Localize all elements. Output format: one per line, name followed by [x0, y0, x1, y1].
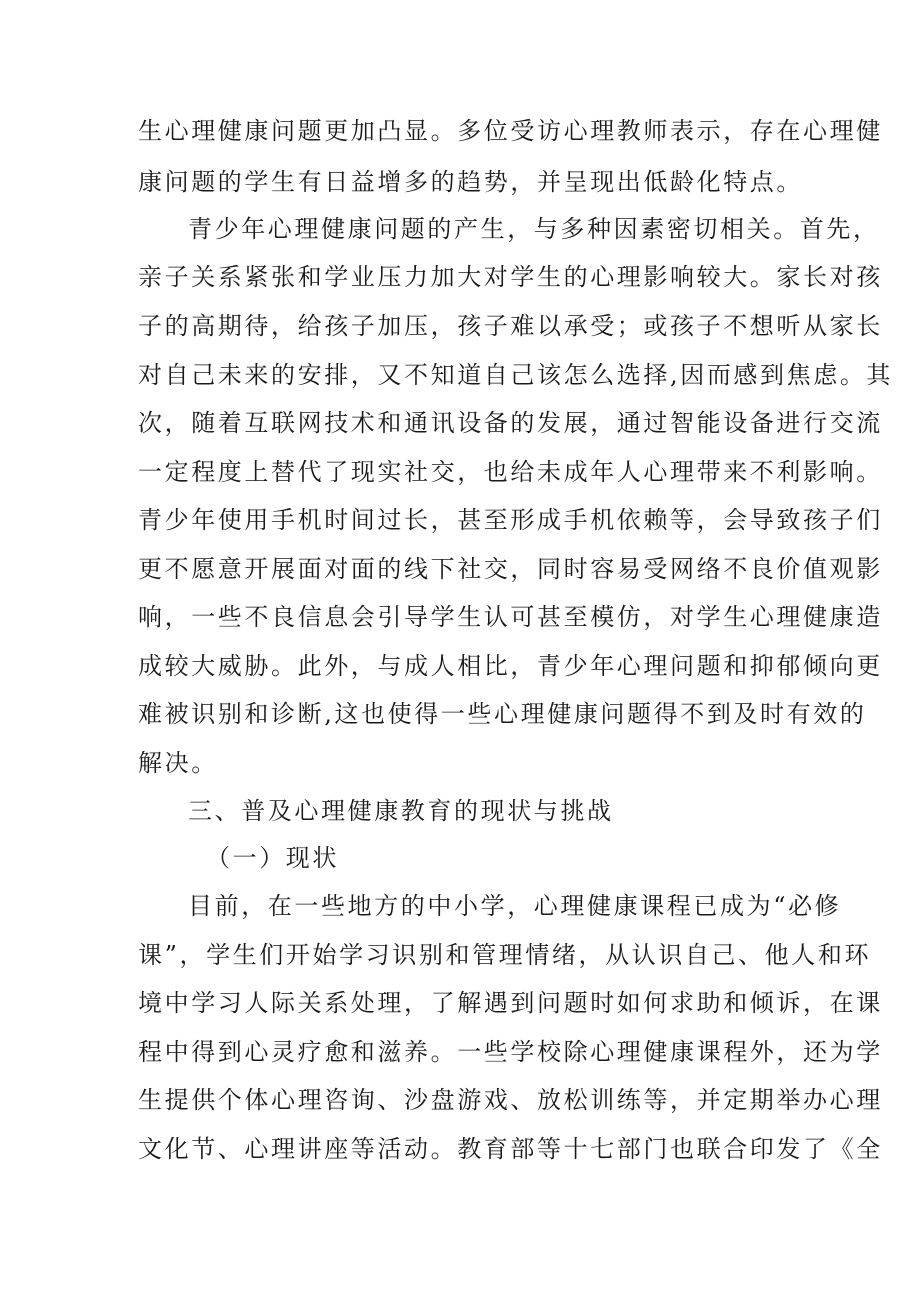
paragraph-3-line-3: 境中学习人际关系处理，了解遇到问题时如何求助和倾诉，在课	[138, 989, 883, 1017]
paragraph-2-line-12: 解决。	[138, 749, 218, 777]
subsection-heading: （一）现状	[206, 844, 339, 872]
paragraph-3-line-5: 生提供个体心理咨询、沙盘游戏、放松训练等，并定期举办心理	[138, 1086, 883, 1114]
paragraph-3-line-4: 程中得到心灵疗愈和滋养。一些学校除心理健康课程外，还为学	[138, 1038, 883, 1066]
paragraph-1-line-2: 康问题的学生有日益增多的趋势，并呈现出低龄化特点。	[138, 168, 803, 196]
section-heading: 三、普及心理健康教育的现状与挑战	[188, 797, 614, 825]
paragraph-2-line-11: 难被识别和诊断,这也使得一些心理健康问题得不到及时有效的	[138, 700, 867, 728]
paragraph-2-line-3: 子的高期待，给孩子加压，孩子难以承受；或孩子不想听从家长	[138, 312, 883, 340]
paragraph-2-line-9: 响，一些不良信息会引导学生认可甚至模仿，对学生心理健康造	[138, 603, 883, 631]
paragraph-3-line-1: 目前，在一些地方的中小学，心理健康课程已成为“必修	[188, 892, 842, 920]
paragraph-2-line-5: 次，随着互联网技术和通讯设备的发展，通过智能设备进行交流	[138, 409, 883, 437]
paragraph-2-line-10: 成较大威胁。此外，与成人相比，青少年心理问题和抑郁倾向更	[138, 652, 883, 680]
paragraph-2-line-1: 青少年心理健康问题的产生，与多种因素密切相关。首先，	[188, 215, 880, 243]
paragraph-2-line-2: 亲子关系紧张和学业压力加大对学生的心理影响较大。家长对孩	[138, 263, 883, 291]
paragraph-3-line-6: 文化节、心理讲座等活动。教育部等十七部门也联合印发了《全	[138, 1135, 883, 1163]
paragraph-2-line-6: 一定程度上替代了现实社交，也给未成年人心理带来不利影响。	[138, 458, 883, 486]
paragraph-2-line-7: 青少年使用手机时间过长，甚至形成手机依赖等，会导致孩子们	[138, 506, 883, 534]
paragraph-3-line-2: 课”，学生们开始学习识别和管理情绪，从认识自己、他人和环	[138, 941, 872, 969]
paragraph-2-line-8: 更不愿意开展面对面的线下社交，同时容易受网络不良价值观影	[138, 555, 883, 583]
paragraph-2-line-4: 对自己未来的安排，又不知道自己该怎么选择,因而感到焦虑。其	[138, 361, 894, 389]
paragraph-1-line-1: 生心理健康问题更加凸显。多位受访心理教师表示，存在心理健	[138, 117, 883, 145]
